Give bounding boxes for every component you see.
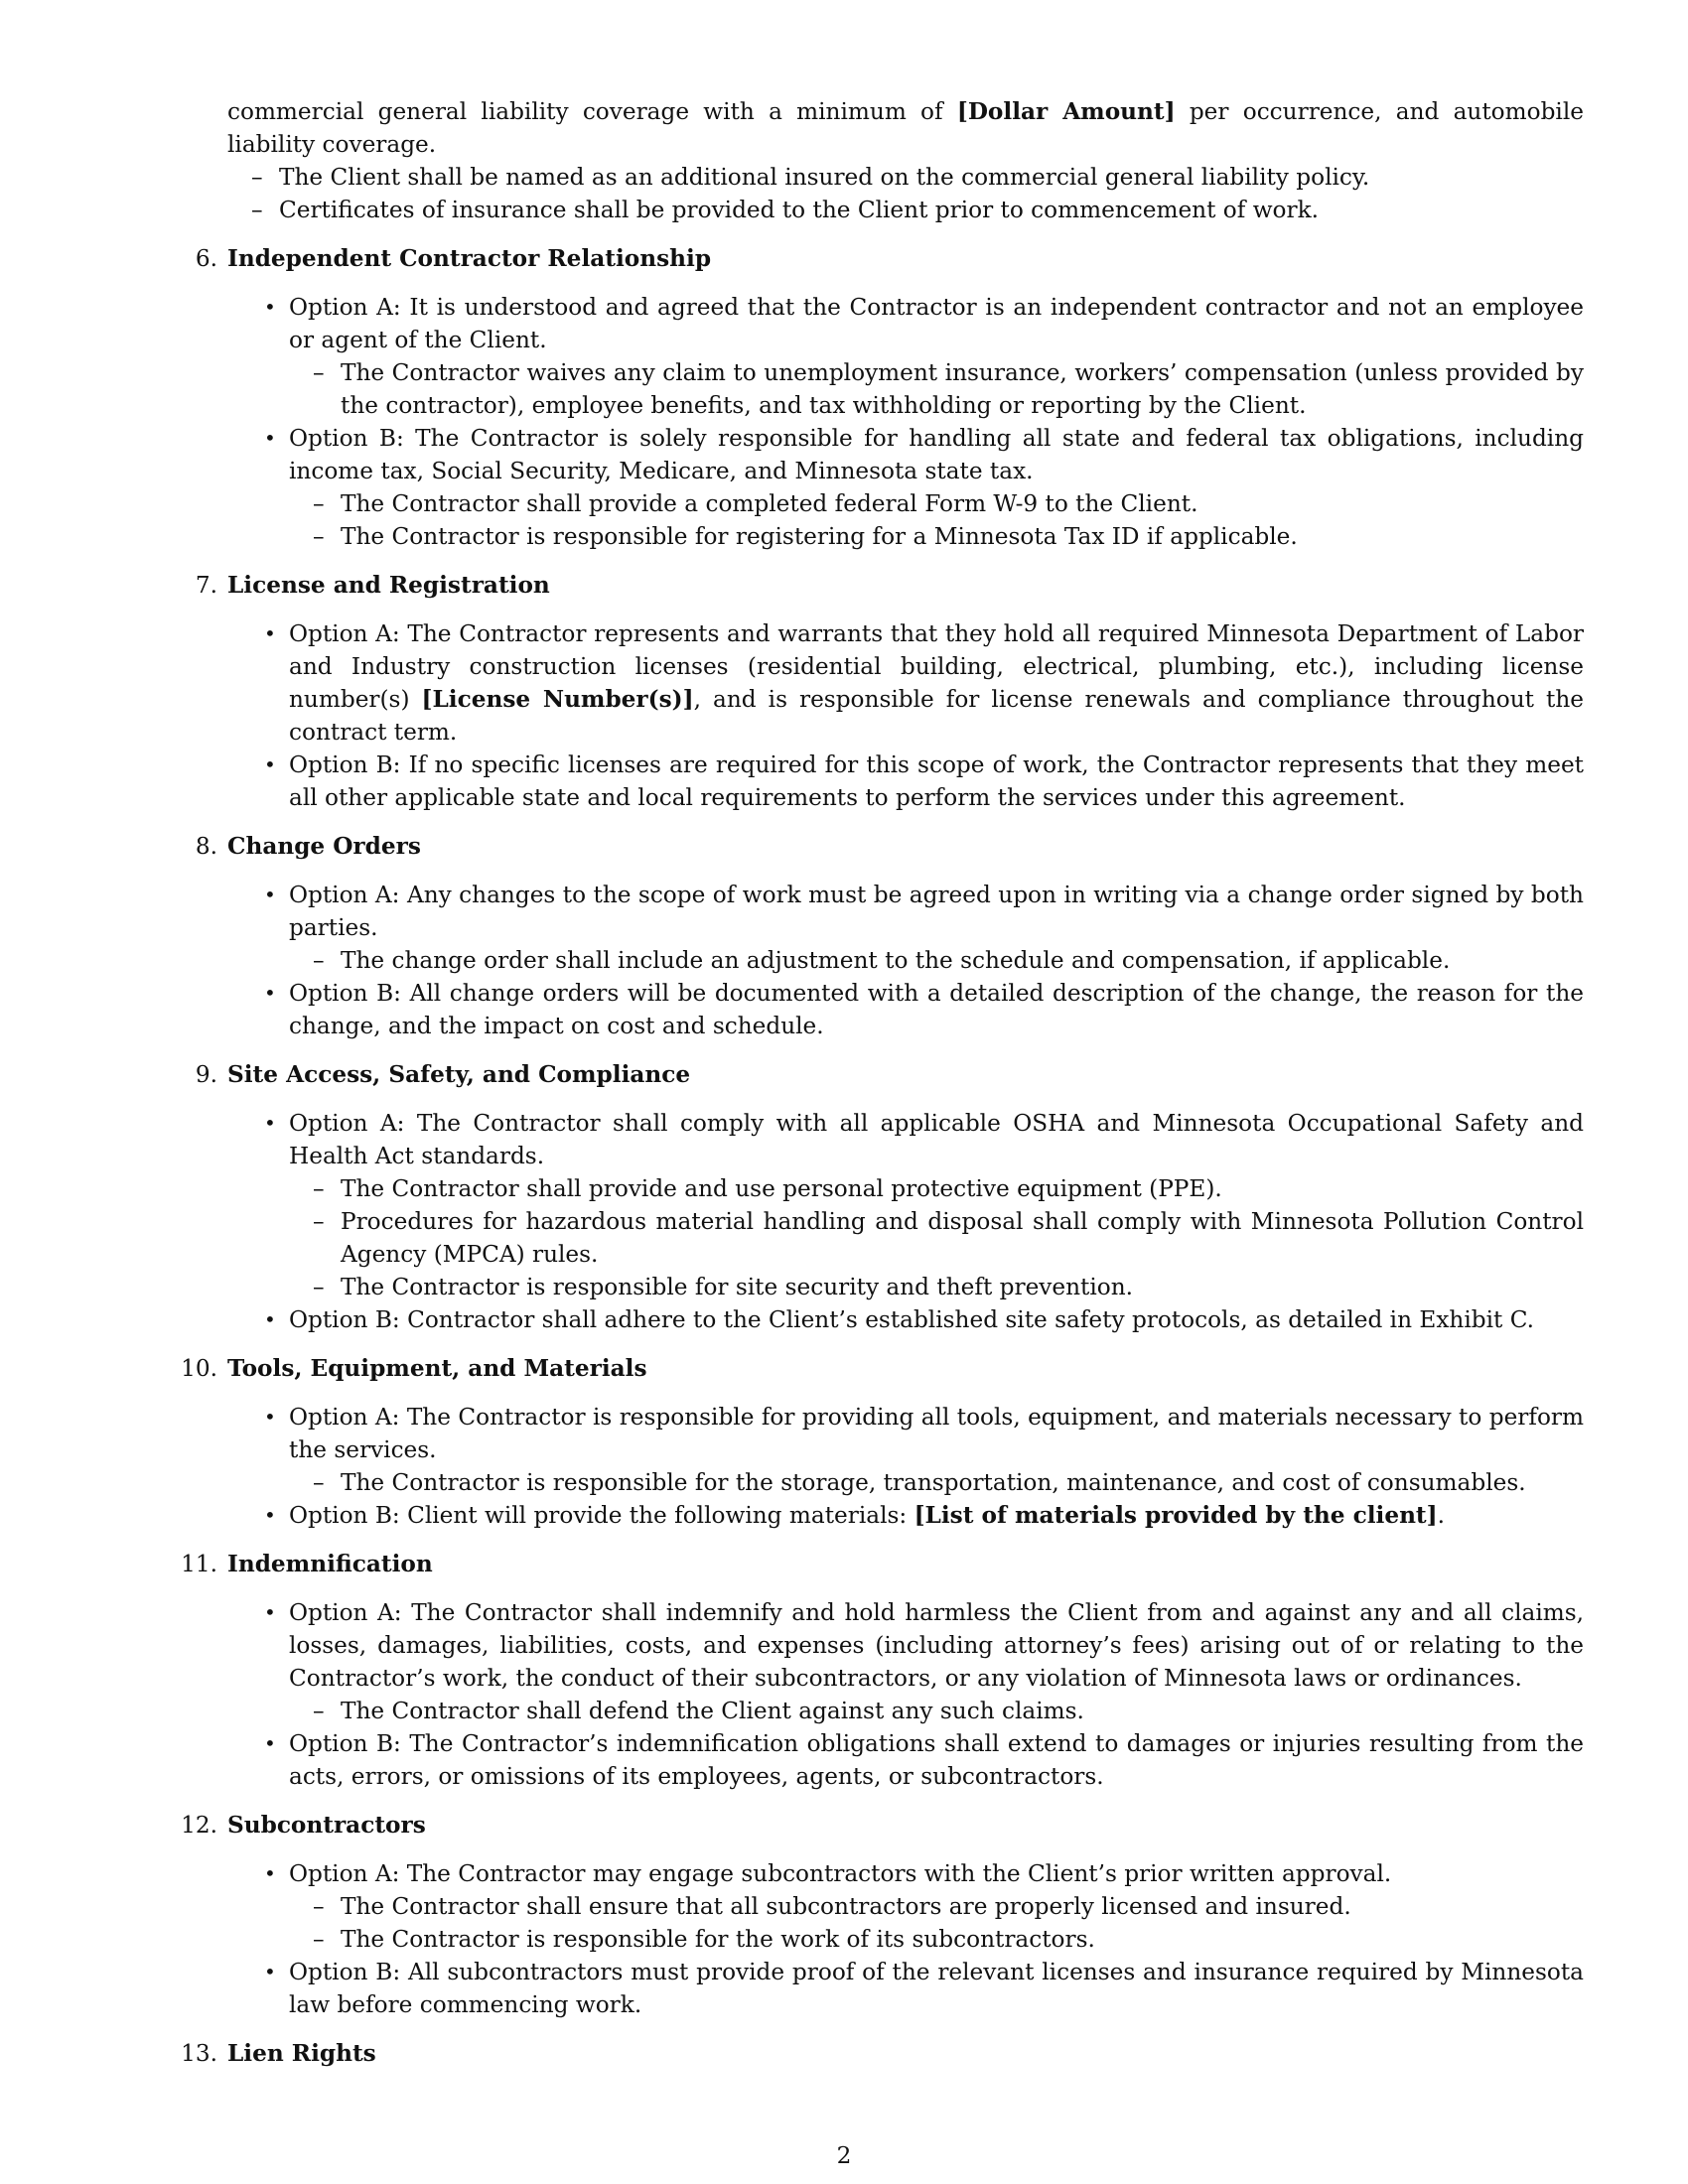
section-7 [154,569,1584,814]
placeholder-license-numbers: [License Number(s)] [421,686,694,713]
option-a: • Option A: The Contractor is responsible for providing all tools, equipment, and materials necessary to perform the services. – The Contractor is responsible for the storage, transportation, maintenance, and cost of consumables. [289,1401,1584,1499]
option-b: • Option B: All subcontractors must provide proof of the relevant licenses and insurance required by Minnesota law before commencing work. [264,1959,1584,2018]
section-heading: 9. Site Access, Safety, and Compliance [195,1061,691,1088]
sub-item: – The Client shall be named as an additional insured on the commercial general liability policy. [251,164,1370,191]
sub-list [289,944,1584,977]
section-heading: 11. Indemnification [181,1551,433,1577]
sub-item: – The Contractor is responsible for the work of its subcontractors. [313,1926,1095,1953]
section-13 [154,2037,1584,2070]
options-list [227,617,1584,814]
sub-item: – Procedures for hazardous material handling and disposal shall comply with Minnesota Pollution Control Agency (MPCA) rules. [313,1208,1584,1268]
sub-list [289,1172,1584,1303]
option-a: • Option A: The Contractor shall indemnify and hold harmless the Client from and against any and all claims, losses, damages, liabilities, costs, and expenses (including attorney’s fees) arising out of or relating to the Contractor’s work, the conduct of their subcontractors, or any violation of Minnesota laws or ordinances. – The Contractor shall defend the Client against any such claims. [289,1596,1584,1727]
section-11 [154,1548,1584,1793]
section-heading: 7. License and Registration [195,572,550,599]
section-heading: 8. Change Orders [195,833,421,860]
option-b: • Option B: The Contractor is solely responsible for handling all state and federal tax obligations, including income tax, Social Security, Medicare, and Minnesota state tax. – The Contractor shall provide a completed federal Form W-9 to the Client. – The Contractor is responsible for registering for a Minnesota Tax ID if applicable. [289,422,1584,553]
option-a: • Option A: The Contractor represents and warrants that they hold all required Minnesota Department of Labor and Industry construction licenses (residential building, electrical, plumbing, etc.), including license number(s) [License Number(s)], and is responsible for license renewals and compliance throughout the contract term. [264,620,1584,746]
sub-item: – The change order shall include an adjustment to the schedule and compensation, if applicable. [313,947,1451,974]
sub-item: – The Contractor is responsible for the storage, transportation, maintenance, and cost of consumables. [313,1469,1526,1496]
option-a: • Option A: It is understood and agreed that the Contractor is an independent contractor and not an employee or agent of the Client. – The Contractor waives any claim to unemployment insurance, workers’ compensation (unless provided by the contractor), employee benefits, and tax withholding or reporting by the Client. [289,291,1584,422]
options-list [227,1857,1584,2021]
sub-item: – The Contractor shall ensure that all subcontractors are properly licensed and insured. [313,1893,1351,1920]
option-b: • Option B: Client will provide the following materials: [List of materials provided by the client]. [264,1502,1445,1529]
section-6 [154,242,1584,553]
sub-item: – The Contractor is responsible for registering for a Minnesota Tax ID if applicable. [313,523,1298,550]
sub-list [289,1466,1584,1499]
option-a: • Option A: Any changes to the scope of work must be agreed upon in writing via a change order signed by both parties. – The change order shall include an adjustment to the schedule and compensation, if applicable. [289,879,1584,977]
option-a: • Option A: The Contractor shall comply with all applicable OSHA and Minnesota Occupational Safety and Health Act standards. – The Contractor shall provide and use personal protective equipment (PPE). – Procedures for hazardous material handling and disposal shall comply with Minnesota Pollution Control Agency (MPCA) rules. – The Contractor is responsible for site security and theft prevention. [289,1107,1584,1303]
option-a: • Option A: The Contractor may engage subcontractors with the Client’s prior written approval. – The Contractor shall ensure that all subcontractors are properly licensed and insured. – The Contractor is responsible for the work of its subcontractors. [289,1857,1584,1956]
section-heading: 6. Independent Contractor Relationship [195,245,712,272]
sub-item: – The Contractor shall defend the Client against any such claims. [313,1698,1084,1724]
section-9 [154,1058,1584,1336]
section-heading: 12. Subcontractors [181,1812,426,1839]
sub-item: – The Contractor is responsible for site security and theft prevention. [313,1274,1134,1300]
page-number: 2 [836,2142,852,2169]
options-list [227,1401,1584,1532]
option-b: • Option B: If no specific licenses are required for this scope of work, the Contractor represents that they meet all other applicable state and local requirements to perform the services under this agreement. [264,751,1584,811]
section-heading: 10. Tools, Equipment, and Materials [181,1355,647,1382]
document-page [154,95,1584,2070]
sub-list [289,1695,1584,1727]
option-b: • Option B: The Contractor’s indemnification obligations shall extend to damages or injuries resulting from the acts, errors, or omissions of its employees, agents, or subcontractors. [264,1730,1584,1790]
options-list [227,879,1584,1042]
section-heading: 13. Lien Rights [181,2040,376,2067]
sub-list [289,487,1584,553]
sub-list [154,161,1584,226]
sub-item: – The Contractor shall provide and use personal protective equipment (PPE). [313,1175,1222,1202]
sub-item: – The Contractor waives any claim to unemployment insurance, workers’ compensation (unless provided by the contractor), employee benefits, and tax withholding or reporting by the Client. [313,359,1584,419]
options-list [227,1107,1584,1336]
options-list [227,1596,1584,1793]
paragraph: commercial general liability coverage with a minimum of [Dollar Amount] per occurrence, and automobile liability coverage. [227,98,1584,158]
insurance-continuation [154,95,1584,226]
option-b: • Option B: All change orders will be documented with a detailed description of the change, the reason for the change, and the impact on cost and schedule. [264,980,1584,1039]
sub-item: – Certificates of insurance shall be provided to the Client prior to commencement of work. [251,197,1320,223]
placeholder-dollar-amount: [Dollar Amount] [956,98,1176,125]
placeholder-materials-list: [List of materials provided by the client] [914,1502,1438,1529]
section-10 [154,1352,1584,1532]
section-8 [154,830,1584,1042]
section-12 [154,1809,1584,2021]
sub-list [289,356,1584,422]
option-b: • Option B: Contractor shall adhere to the Client’s established site safety protocols, as detailed in Exhibit C. [264,1306,1534,1333]
sub-list [289,1890,1584,1956]
options-list [227,291,1584,553]
sub-item: – The Contractor shall provide a completed federal Form W-9 to the Client. [313,490,1198,517]
